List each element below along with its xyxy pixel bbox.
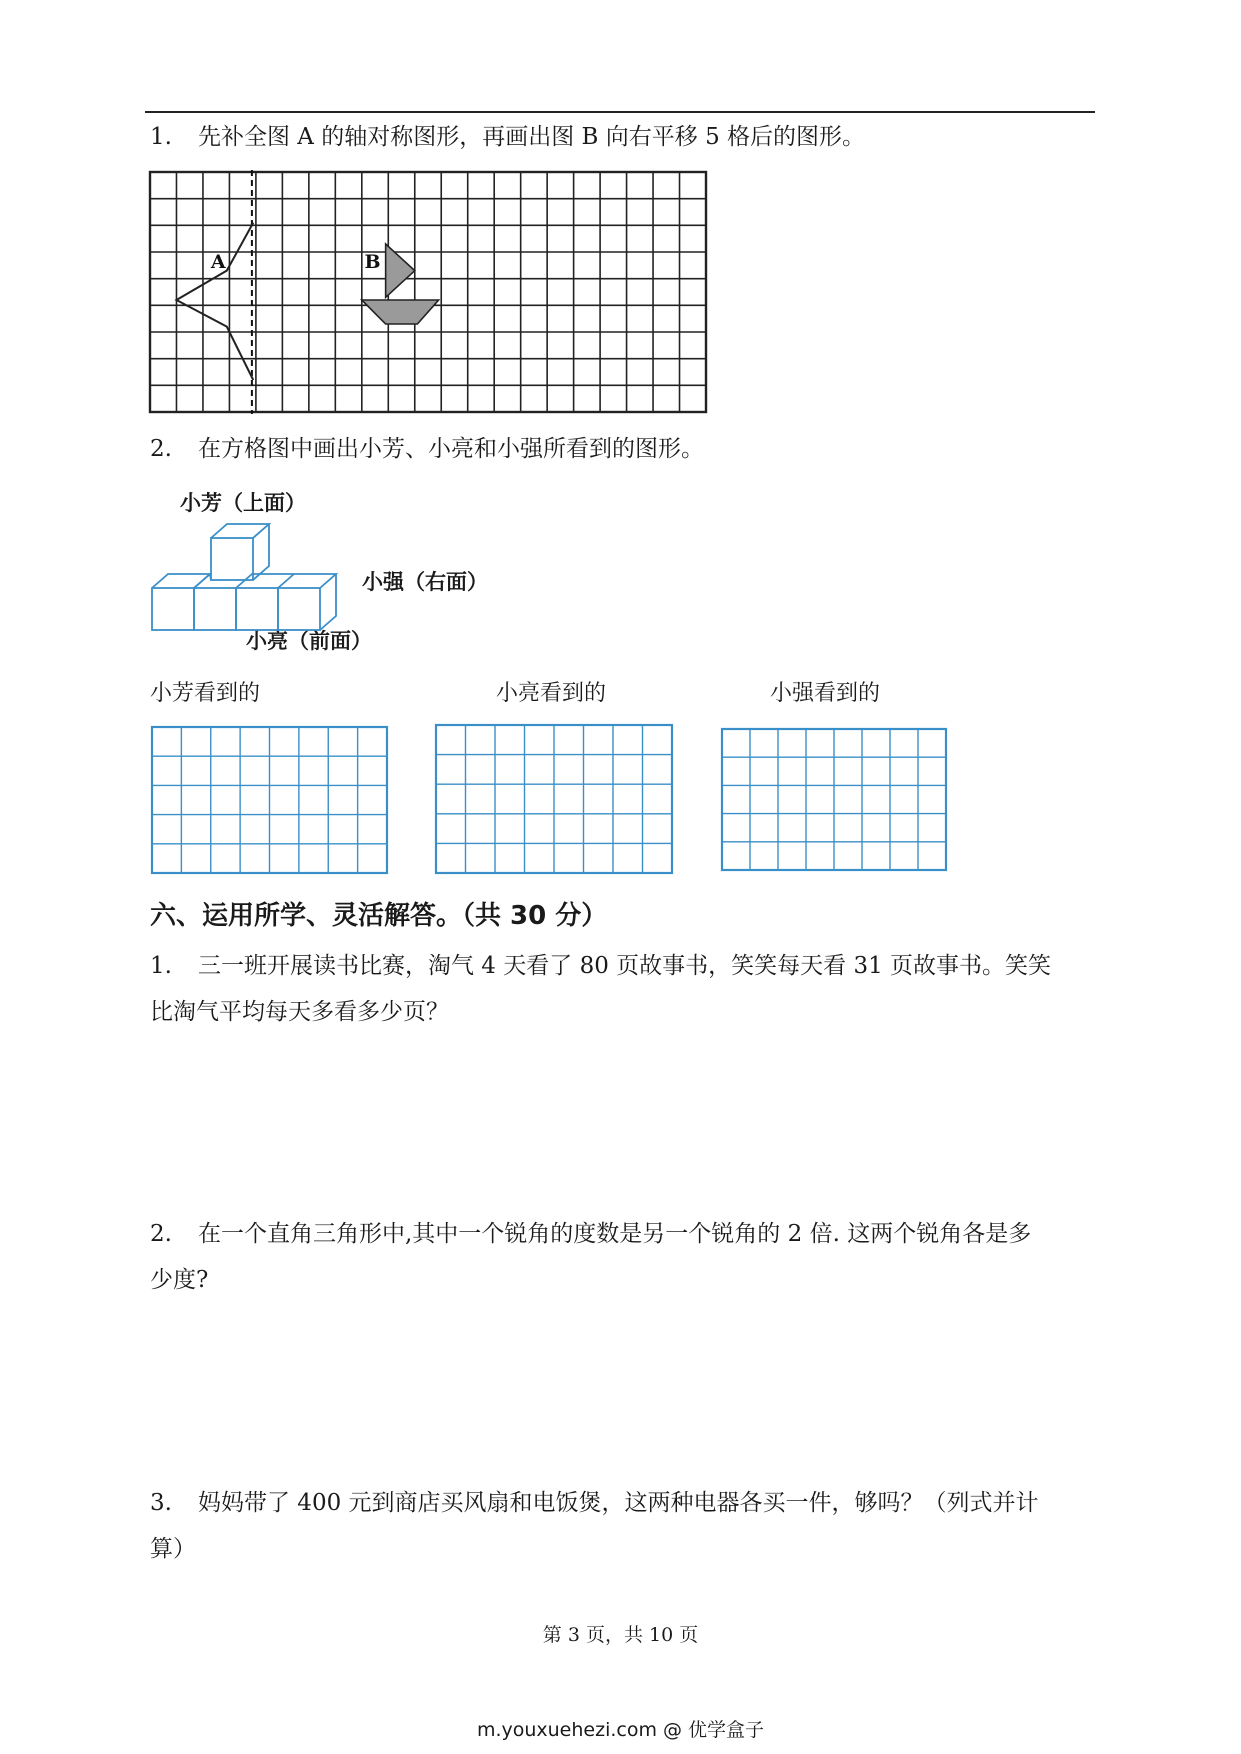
- figure-b-trapezoid: [362, 300, 439, 324]
- cube-label-front: 小亮（前面）: [246, 629, 372, 653]
- question-solve-2: 2. 在一个直角三角形中,其中一个锐角的度数是另一个锐角的 2 倍. 这两个锐角各是多 少度?: [150, 1221, 1032, 1293]
- view-grid-xiaofang[interactable]: [152, 727, 387, 873]
- view-label-xiaofang: 小芳看到的: [150, 681, 261, 706]
- top-rule: [145, 111, 1095, 113]
- view-label-xiaoliang: 小亮看到的: [496, 681, 607, 706]
- view-grid-xiaoqiang[interactable]: [722, 729, 946, 870]
- question-solve-3: 3. 妈妈带了 400 元到商店买风扇和电饭煲，这两种电器各买一件，够吗？（列式并计 算）: [150, 1490, 1039, 1562]
- section-title: 六、运用所学、灵活解答。（共 30 分）: [150, 901, 608, 931]
- question-2-drawing: 2. 在方格图中画出小芳、小亮和小强所看到的图形。: [150, 436, 704, 462]
- view-grid-xiaoliang[interactable]: [436, 725, 672, 873]
- cube-label-top: 小芳（上面）: [180, 491, 306, 515]
- figure-a: [176, 223, 253, 380]
- watermark: m.youxuehezi.com @ 优学盒子: [476, 1719, 765, 1741]
- grid-lines: [150, 172, 706, 412]
- cube-label-right: 小强（右面）: [362, 570, 488, 594]
- cube-figure: [148, 520, 348, 636]
- question-solve-1: 1. 三一班开展读书比赛，淘气 4 天看了 80 页故事书，笑笑每天看 31 页故事书。笑笑 比淘气平均每天多看多少页？: [150, 953, 1052, 1025]
- figure-a-label: A: [210, 251, 226, 273]
- question-1-drawing: 1. 先补全图 A 的轴对称图形，再画出图 B 向右平移 5 格后的图形。: [150, 124, 866, 150]
- view-label-xiaoqiang: 小强看到的: [770, 681, 881, 706]
- page-footer: 第 3 页，共 10 页: [542, 1624, 699, 1646]
- symmetry-grid: [150, 172, 710, 414]
- figure-b-label: B: [364, 251, 381, 273]
